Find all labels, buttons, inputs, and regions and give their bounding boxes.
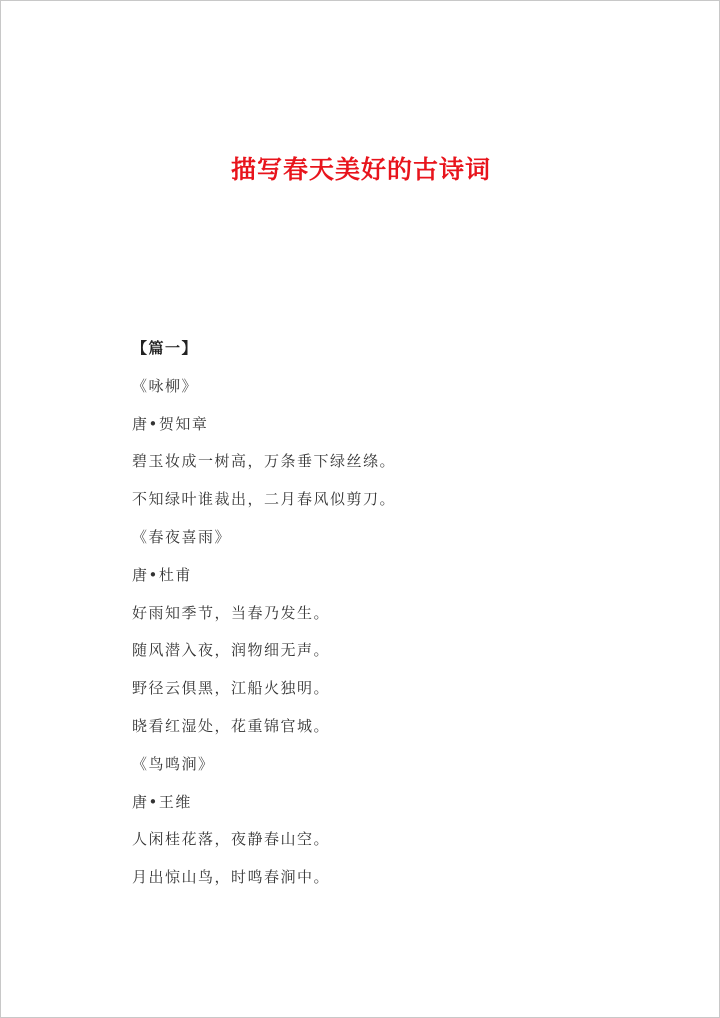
poem-line: 随风潜入夜，润物细无声。 xyxy=(132,641,331,660)
poem-line: 野径云俱黑，江船火独明。 xyxy=(132,679,331,698)
poem-title: 《鸟鸣涧》 xyxy=(132,754,215,773)
document-title: 描写春天美好的古诗词 xyxy=(230,155,491,184)
poem-title: 《咏柳》 xyxy=(132,376,199,395)
poem-line: 不知绿叶谁裁出，二月春风似剪刀。 xyxy=(132,490,397,509)
poem-line: 月出惊山鸟，时鸣春涧中。 xyxy=(132,868,331,887)
poem-author: 唐•王维 xyxy=(132,792,192,811)
section-heading: 【篇一】 xyxy=(132,339,199,357)
poem-line: 人闲桂花落，夜静春山空。 xyxy=(132,830,331,849)
poem-author: 唐•杜甫 xyxy=(132,565,192,584)
poem-title: 《春夜喜雨》 xyxy=(132,527,232,546)
document-body xyxy=(132,330,652,897)
poem-line: 碧玉妆成一树高，万条垂下绿丝绦。 xyxy=(132,452,397,471)
poem-line: 好雨知季节，当春乃发生。 xyxy=(132,603,331,622)
poem-line: 晓看红湿处，花重锦官城。 xyxy=(132,716,331,735)
poem-author: 唐•贺知章 xyxy=(132,414,209,433)
